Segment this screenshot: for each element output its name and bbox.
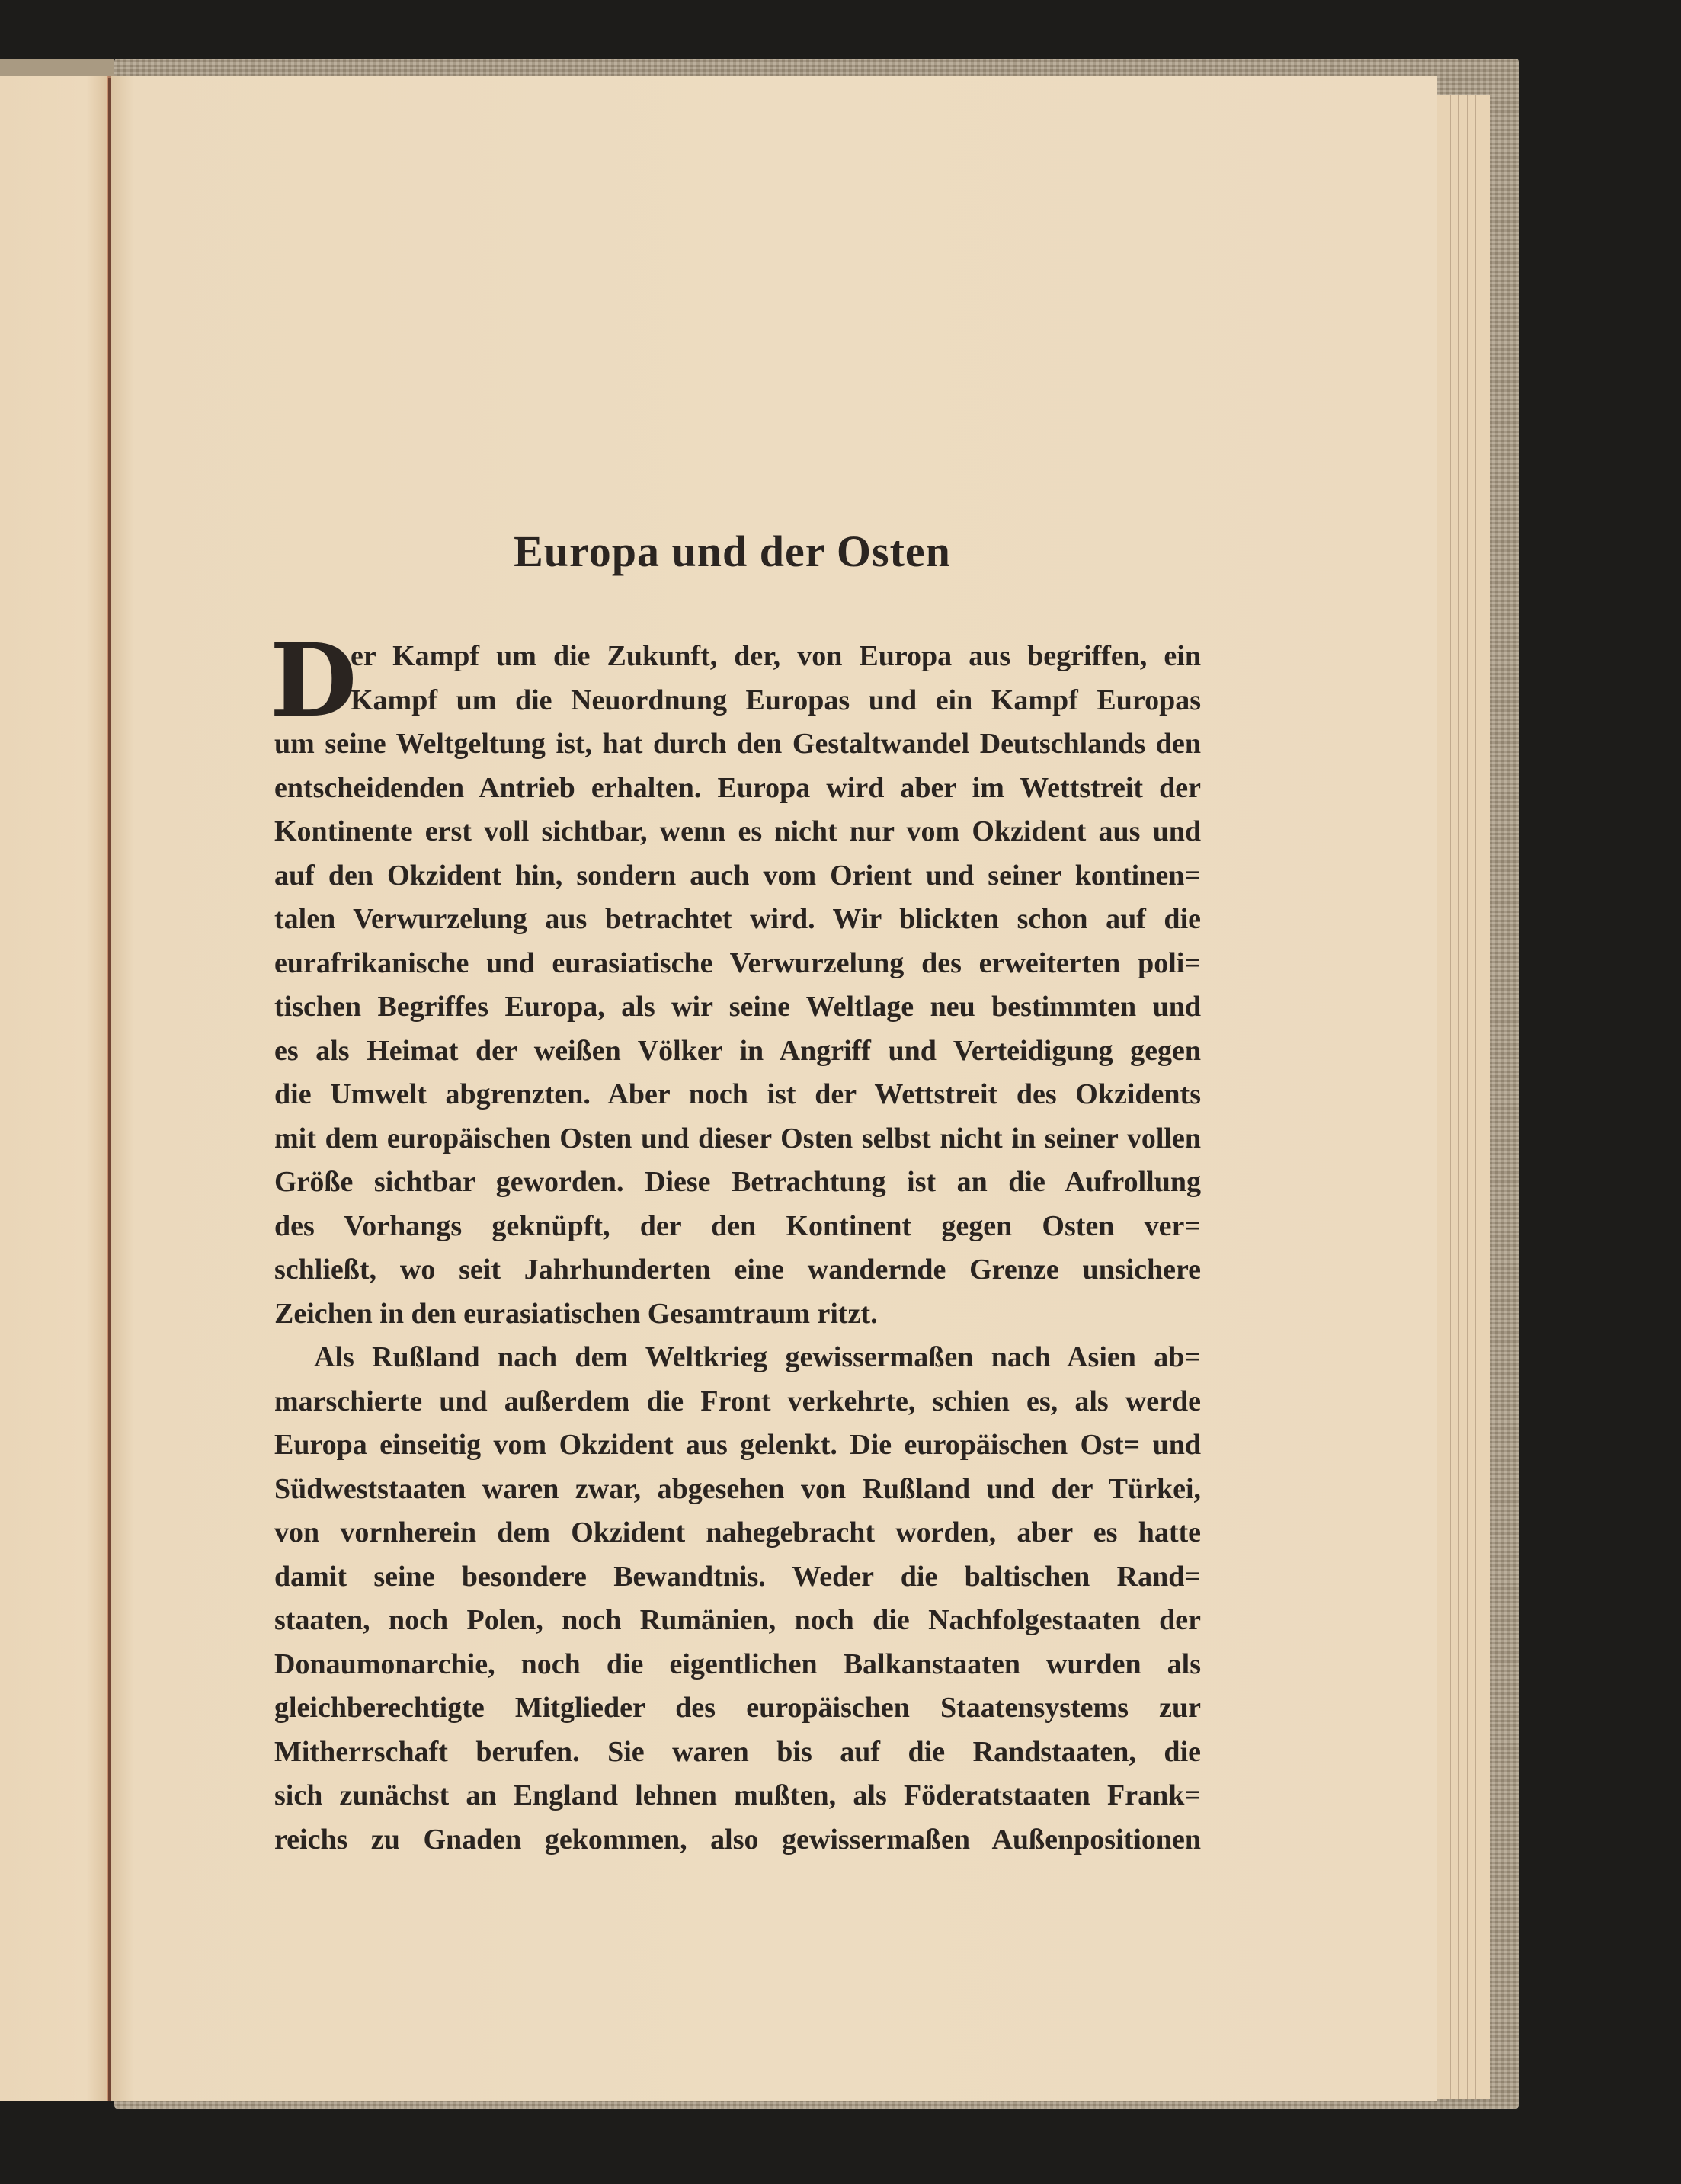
body-text xyxy=(274,635,1201,1862)
text-line: mit dem europäischen Osten und dieser Osten selbst nicht in seiner vollen xyxy=(274,1122,1201,1154)
text-line: gleichberechtigte Mitglieder des europäischen Staatensystems zur xyxy=(274,1692,1201,1724)
text-line: marschierte und außerdem die Front verkehrte, schien es, als werde xyxy=(274,1385,1201,1417)
text-line: die Umwelt abgrenzten. Aber noch ist der Wettstreit des Okzidents xyxy=(274,1078,1201,1110)
text-line: Kampf um die Neuordnung Europas und ein Kampf Europas xyxy=(351,684,1201,716)
text-line: auf den Okzident hin, sondern auch vom Orient und seiner kontinen= xyxy=(274,859,1201,892)
gutter xyxy=(107,76,111,2101)
text-line: damit seine besondere Bewandtnis. Weder die baltischen Rand= xyxy=(274,1560,1201,1593)
paragraph-1 xyxy=(274,635,1201,1336)
paragraph-2 xyxy=(274,1336,1201,1862)
text-line: Als Rußland nach dem Weltkrieg gewissermaßen nach Asien ab= xyxy=(314,1341,1201,1373)
text-line: schließt, wo seit Jahrhunderten eine wandernde Grenze unsichere xyxy=(274,1254,1201,1286)
text-line: Größe sichtbar geworden. Diese Betrachtung ist an die Aufrollung xyxy=(274,1166,1201,1198)
text-line: Zeichen in den eurasiatischen Gesamtraum ritzt. xyxy=(274,1297,878,1330)
text-line: talen Verwurzelung aus betrachtet wird. Wir blickten schon auf die xyxy=(274,903,1201,935)
text-line: reichs zu Gnaden gekommen, also gewissermaßen Außenpositionen xyxy=(274,1823,1201,1856)
text-line: staaten, noch Polen, noch Rumänien, noch die Nachfolgestaaten der xyxy=(274,1604,1201,1636)
text-line: Mitherrschaft berufen. Sie waren bis auf die Randstaaten, die xyxy=(274,1735,1201,1768)
text-line: Südweststaaten waren zwar, abgesehen von Rußland und der Türkei, xyxy=(274,1472,1201,1505)
left-page xyxy=(0,76,108,2101)
drop-cap: D xyxy=(270,622,357,740)
text-line: entscheidenden Antrieb erhalten. Europa wird aber im Wettstreit der xyxy=(274,771,1201,804)
cover-edge xyxy=(0,59,114,78)
text-line: Kontinente erst voll sichtbar, wenn es nicht nur vom Okzident aus und xyxy=(274,815,1201,847)
text-line: er Kampf um die Zukunft, der, von Europa aus begriffen, ein xyxy=(351,640,1201,672)
text-line: sich zunächst an England lehnen mußten, als Föderatstaaten Frank= xyxy=(274,1779,1201,1811)
text-line: tischen Begriffes Europa, als wir seine Weltlage neu bestimmten und xyxy=(274,991,1201,1023)
text-line: von vornherein dem Okzident nahegebracht worden, aber es hatte xyxy=(274,1516,1201,1548)
text-line: Donaumonarchie, noch die eigentlichen Balkanstaaten wurden als xyxy=(274,1648,1201,1680)
text-line: Europa einseitig vom Okzident aus gelenkt. Die europäischen Ost= und xyxy=(274,1429,1201,1461)
text-line: es als Heimat der weißen Völker in Angriff und Verteidigung gegen xyxy=(274,1034,1201,1067)
text-line: des Vorhangs geknüpft, der den Kontinent gegen Osten ver= xyxy=(274,1209,1201,1242)
chapter-title: Europa und der Osten xyxy=(514,527,951,576)
text-line: eurafrikanische und eurasiatische Verwurzelung des erweiterten poli= xyxy=(274,946,1201,979)
text-line: um seine Weltgeltung ist, hat durch den Gestaltwandel Deutschlands den xyxy=(274,728,1201,760)
